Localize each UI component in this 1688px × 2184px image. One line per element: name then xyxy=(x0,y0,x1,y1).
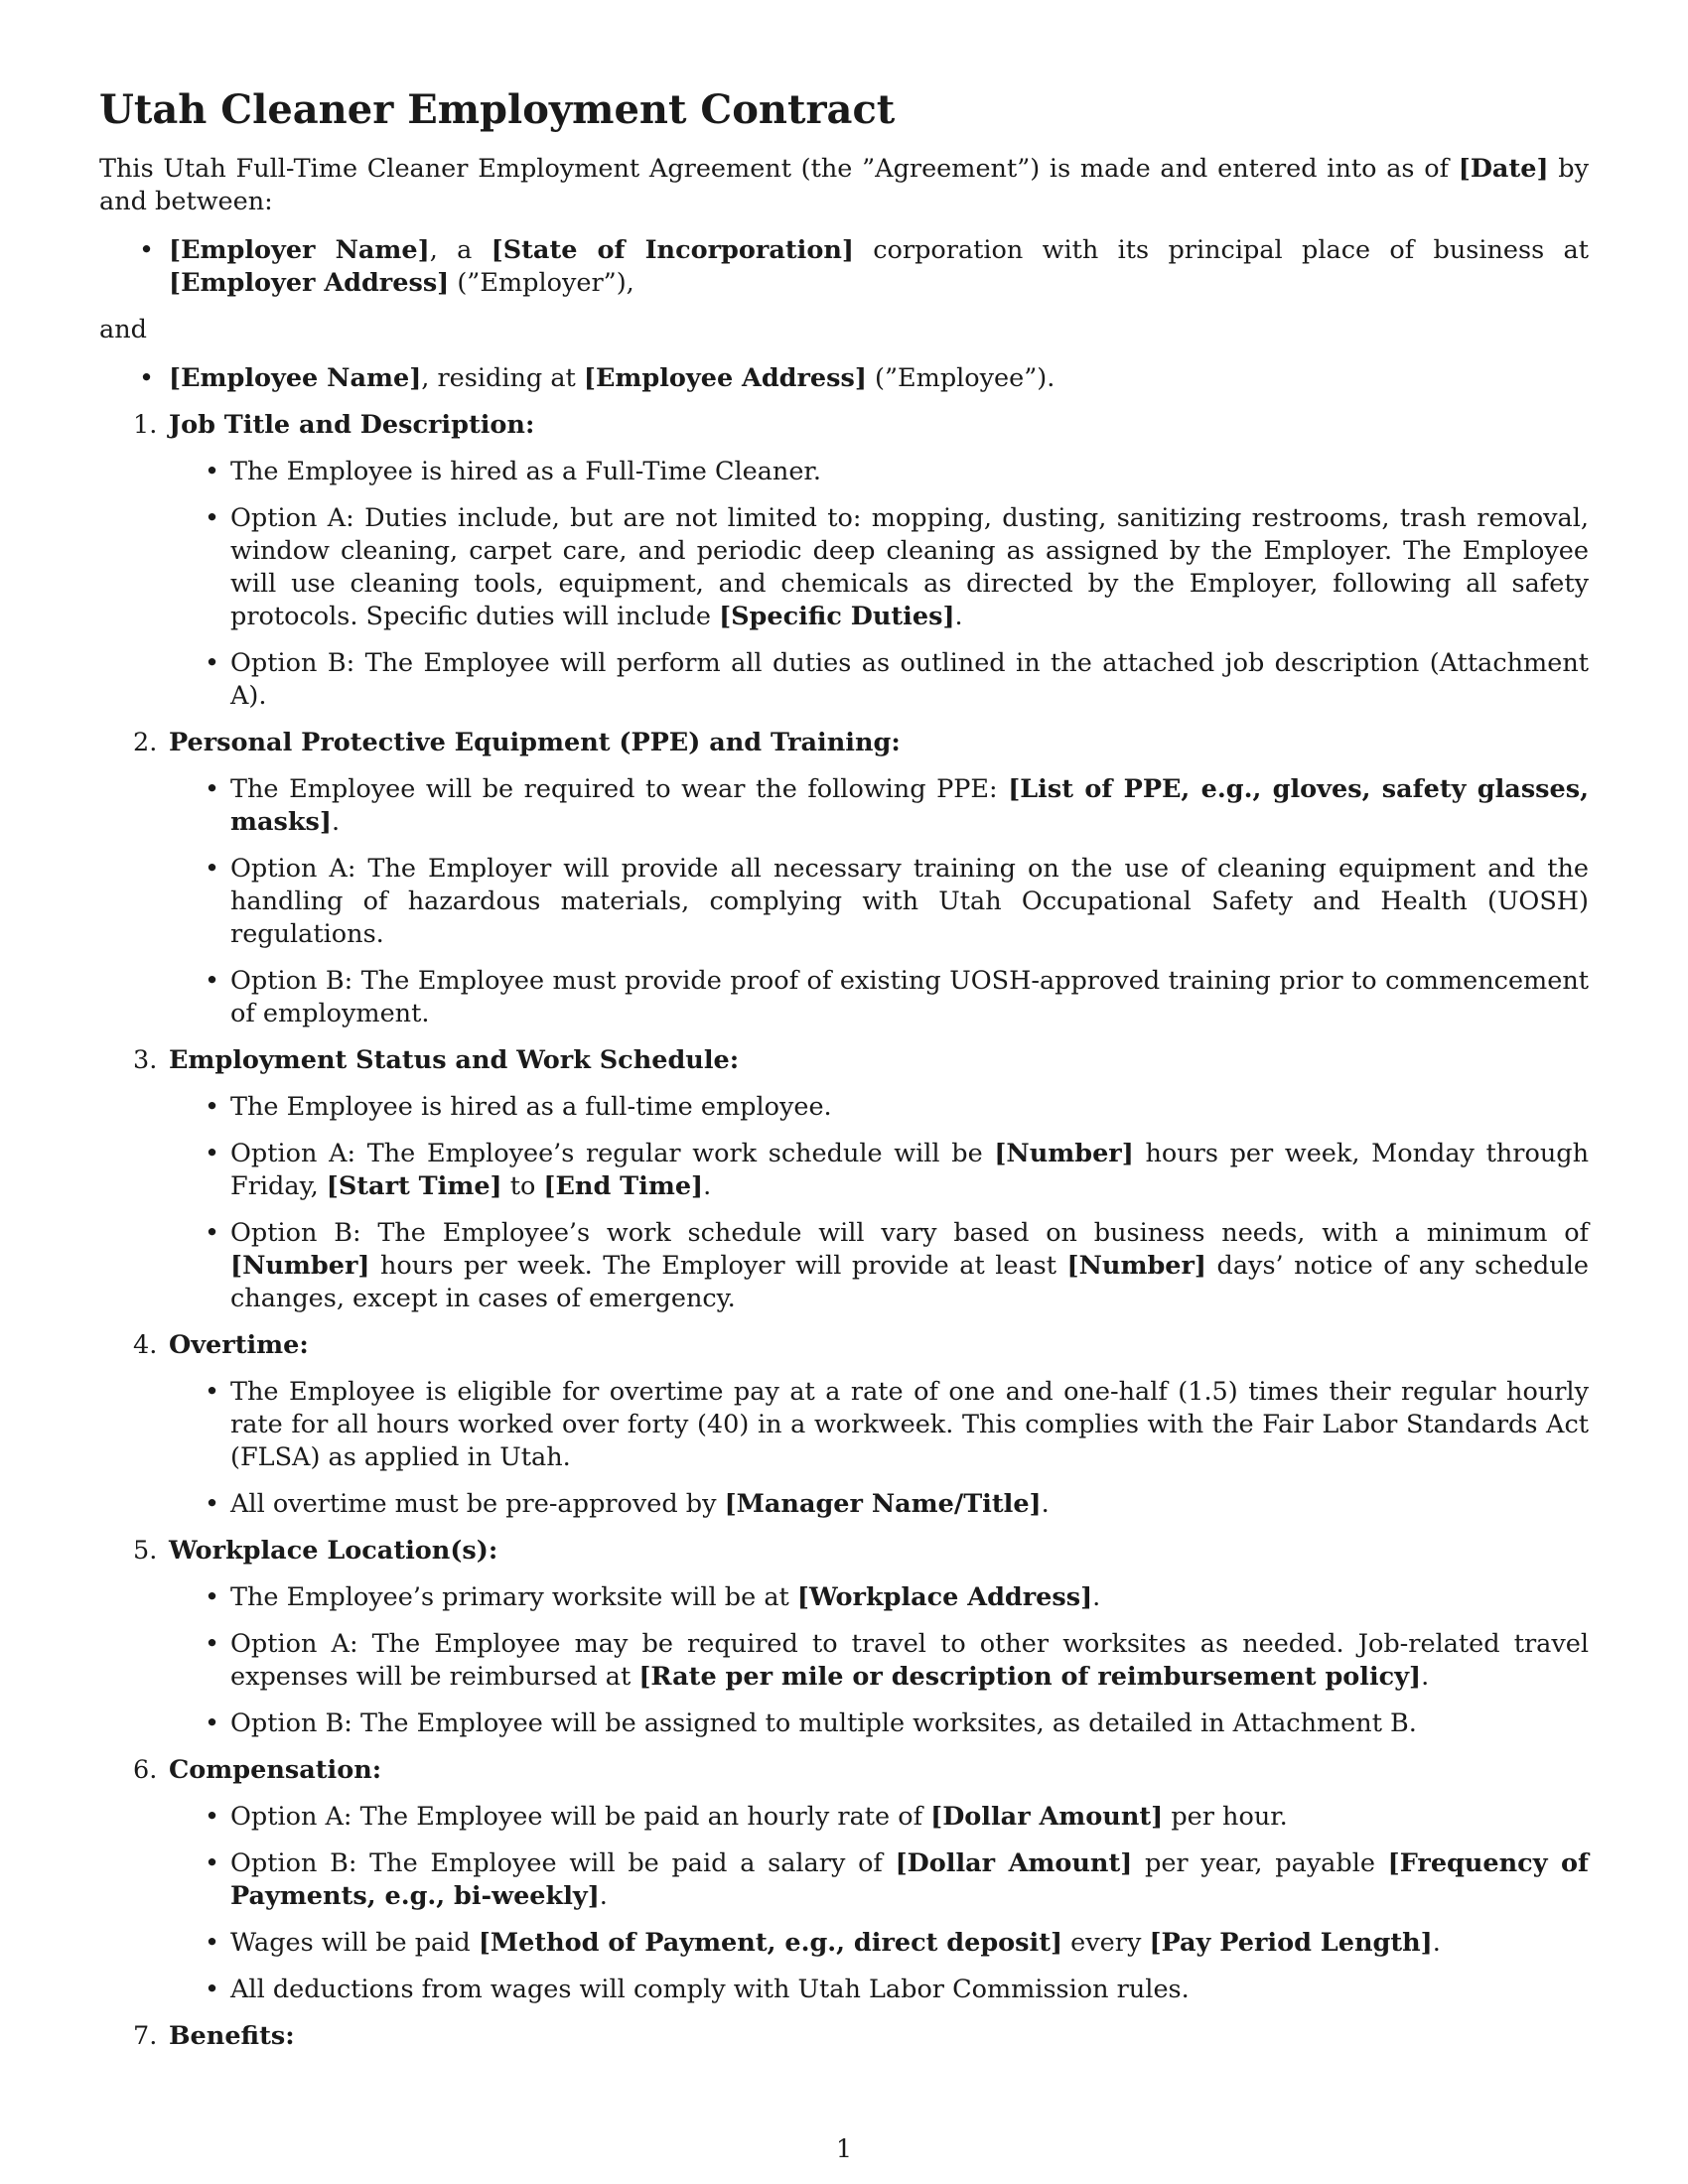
placeholder-field: [Start Time] xyxy=(326,1171,502,1201)
bullet-item xyxy=(230,647,1589,713)
document-title: Utah Cleaner Employment Contract xyxy=(99,86,896,133)
section-number: 4. xyxy=(133,1330,158,1360)
bullet-item xyxy=(230,1138,1589,1203)
section-bullet-list xyxy=(169,1801,1589,2006)
section-title: Employment Status and Work Schedule: xyxy=(169,1045,740,1075)
placeholder-field: [Workplace Address] xyxy=(796,1582,1093,1612)
bullet-text: Option B: The Employee will be assigned to multiple worksites, as detailed in Attachment B. xyxy=(230,1708,1417,1738)
bullet-text: Option B: The Employee will perform all duties as outlined in the attached job description (Attachment A). xyxy=(230,648,1589,711)
bullet-text: . xyxy=(1092,1582,1101,1612)
bullet-text: The Employee is hired as a full-time employee. xyxy=(230,1092,832,1122)
employer-text-1: , a xyxy=(429,235,492,265)
page-number: 1 xyxy=(835,2134,853,2164)
bullet-text: per hour. xyxy=(1163,1802,1288,1832)
bullet-text: hours per week. The Employer will provide at least xyxy=(369,1251,1067,1281)
bullet-item xyxy=(230,1707,1589,1740)
bullet-text: Option B: The Employee’s work schedule will vary based on business needs, with a minimum of xyxy=(230,1218,1589,1248)
employer-name-placeholder: [Employer Name] xyxy=(169,235,430,265)
placeholder-field: [Specific Duties] xyxy=(719,602,955,631)
bullet-text: . xyxy=(1421,1662,1430,1692)
bullet-text: Option A: The Employee’s regular work schedule will be xyxy=(230,1139,995,1168)
state-placeholder: [State of Incorporation] xyxy=(491,235,854,265)
placeholder-field: [Number] xyxy=(230,1251,370,1281)
employer-text-2: corporation with its principal place of business at xyxy=(853,235,1589,265)
section-item xyxy=(133,727,1589,1030)
bullet-text: Option A: The Employee may be required to travel to other worksites as needed. Job-related travel expenses will be reimbursed at xyxy=(230,1629,1589,1692)
employer-address-placeholder: [Employer Address] xyxy=(169,268,450,298)
bullet-item xyxy=(230,1217,1589,1315)
section-bullet-list xyxy=(169,1376,1589,1521)
bullet-text: Option B: The Employee must provide proof of existing UOSH-approved training prior to commencement of employment. xyxy=(230,966,1589,1028)
bullet-text: All deductions from wages will comply with Utah Labor Commission rules. xyxy=(230,1975,1190,2004)
section-title: Overtime: xyxy=(169,1330,309,1360)
section-item xyxy=(133,2020,1589,2053)
bullet-item xyxy=(230,853,1589,951)
bullet-item xyxy=(230,502,1589,633)
intro-text-end: by and between: xyxy=(99,154,1589,216)
bullet-text: . xyxy=(954,602,963,631)
bullet-text: per year, payable xyxy=(1132,1848,1388,1878)
bullet-text: . xyxy=(1041,1489,1050,1519)
employee-text-2: (”Employee”). xyxy=(866,363,1055,393)
placeholder-field: [Pay Period Length] xyxy=(1149,1928,1433,1958)
section-number: 3. xyxy=(133,1045,158,1075)
placeholder-field: [Number] xyxy=(994,1139,1134,1168)
bullet-text: . xyxy=(703,1171,712,1201)
employer-party-list xyxy=(99,234,1589,300)
bullet-text: hours per week, Monday through Friday, xyxy=(230,1139,1589,1201)
employee-party xyxy=(169,362,1589,395)
section-title: Workplace Location(s): xyxy=(169,1536,498,1566)
bullet-item xyxy=(230,1927,1589,1960)
bullet-text: Option A: The Employee will be paid an hourly rate of xyxy=(230,1802,931,1832)
placeholder-field: [Frequency of Payments, e.g., bi-weekly] xyxy=(230,1848,1589,1911)
placeholder-field: [Method of Payment, e.g., direct deposit] xyxy=(478,1928,1063,1958)
bullet-item xyxy=(230,1581,1589,1614)
bullet-text: every xyxy=(1062,1928,1150,1958)
section-item xyxy=(133,1754,1589,2006)
contract-sections xyxy=(99,409,1589,2053)
section-title: Benefits: xyxy=(169,2021,295,2051)
section-bullet-list xyxy=(169,456,1589,713)
bullet-text: The Employee will be required to wear the following PPE: xyxy=(230,774,1009,804)
bullet-item xyxy=(230,1091,1589,1124)
and-connector: and xyxy=(99,315,147,344)
placeholder-field: [Dollar Amount] xyxy=(895,1848,1133,1878)
section-number: 5. xyxy=(133,1536,158,1566)
bullet-text: Option B: The Employee will be paid a salary of xyxy=(230,1848,896,1878)
section-title: Compensation: xyxy=(169,1755,382,1785)
bullet-text: . xyxy=(599,1881,608,1911)
intro-text: This Utah Full-Time Cleaner Employment Agreement (the ”Agreement”) is made and entered into as of xyxy=(99,154,1459,184)
document-page xyxy=(99,85,1589,2067)
section-title: Job Title and Description: xyxy=(169,410,535,440)
employee-party-list xyxy=(99,362,1589,395)
section-item xyxy=(133,1535,1589,1740)
bullet-text: All overtime must be pre-approved by xyxy=(230,1489,725,1519)
bullet-item xyxy=(230,965,1589,1030)
section-number: 1. xyxy=(133,410,158,440)
placeholder-field: [Number] xyxy=(1066,1251,1206,1281)
bullet-item xyxy=(230,1974,1589,2006)
bullet-item xyxy=(230,1847,1589,1913)
employee-address-placeholder: [Employee Address] xyxy=(583,363,867,393)
section-item xyxy=(133,409,1589,713)
bullet-item xyxy=(230,1628,1589,1694)
placeholder-field: [Rate per mile or description of reimbursement policy] xyxy=(638,1662,1422,1692)
intro-paragraph xyxy=(99,153,1589,218)
bullet-item xyxy=(230,1801,1589,1834)
bullet-text: The Employee is hired as a Full-Time Cleaner. xyxy=(230,457,821,486)
placeholder-field: [Manager Name/Title] xyxy=(724,1489,1042,1519)
bullet-text: . xyxy=(331,807,341,837)
bullet-text: . xyxy=(1432,1928,1441,1958)
bullet-item xyxy=(230,773,1589,839)
bullet-text: days’ notice of any schedule changes, except in cases of emergency. xyxy=(230,1251,1589,1313)
employee-name-placeholder: [Employee Name] xyxy=(169,363,422,393)
placeholder-field: [List of PPE, e.g., gloves, safety glasses, masks] xyxy=(230,774,1589,837)
section-bullet-list xyxy=(169,1581,1589,1740)
bullet-item xyxy=(230,1376,1589,1474)
section-number: 6. xyxy=(133,1755,158,1785)
employer-party xyxy=(169,234,1589,300)
placeholder-field: [End Time] xyxy=(543,1171,704,1201)
section-number: 7. xyxy=(133,2021,158,2051)
section-number: 2. xyxy=(133,728,158,757)
section-item xyxy=(133,1044,1589,1315)
employer-text-3: (”Employer”), xyxy=(449,268,634,298)
placeholder-field: [Dollar Amount] xyxy=(930,1802,1164,1832)
bullet-text: Wages will be paid xyxy=(230,1928,479,1958)
section-bullet-list xyxy=(169,773,1589,1030)
employee-text-1: , residing at xyxy=(421,363,584,393)
bullet-text: The Employee is eligible for overtime pay at a rate of one and one-half (1.5) times their regular hourly rate for all hours worked over forty (40) in a workweek. This complies with the Fair Labor Standards Act (FLSA) as applied in Utah. xyxy=(230,1377,1589,1472)
bullet-text: The Employee’s primary worksite will be at xyxy=(230,1582,797,1612)
section-title: Personal Protective Equipment (PPE) and Training: xyxy=(169,728,901,757)
bullet-text: to xyxy=(501,1171,544,1201)
bullet-text: Option A: The Employer will provide all necessary training on the use of cleaning equipment and the handling of hazardous materials, complying with Utah Occupational Safety and Health (UOSH) regulations. xyxy=(230,854,1589,949)
date-placeholder: [Date] xyxy=(1458,154,1549,184)
bullet-item xyxy=(230,1488,1589,1521)
bullet-text: Option A: Duties include, but are not limited to: mopping, dusting, sanitizing restrooms, trash removal, window cleaning, carpet care, and periodic deep cleaning as assigned by the Employer. The Employee will use cleaning tools, equipment, and chemicals as directed by the Employer, following all safety protocols. Specific duties will include xyxy=(230,503,1589,631)
section-bullet-list xyxy=(169,1091,1589,1315)
section-item xyxy=(133,1329,1589,1521)
bullet-item xyxy=(230,456,1589,488)
